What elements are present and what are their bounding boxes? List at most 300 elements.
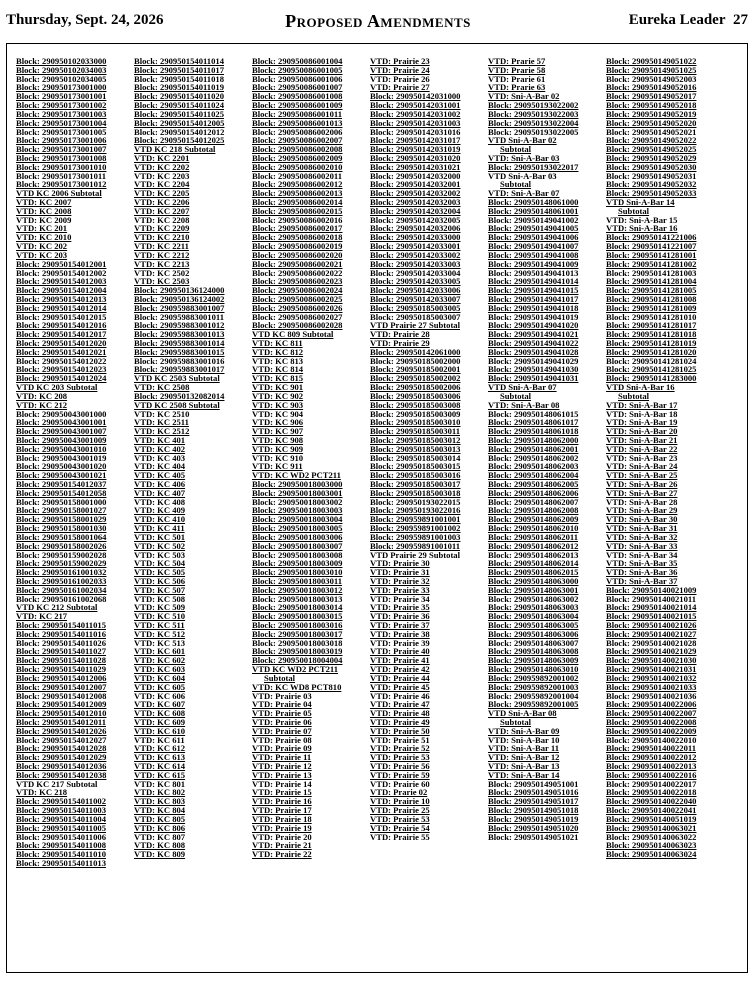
district-entry: Block: 290959883001015 xyxy=(134,347,225,357)
district-entry: Block: 290950149041017 xyxy=(488,294,579,304)
district-entry: Block: 290950148062013 xyxy=(488,550,579,560)
district-entry: VTD: Prairie 05 xyxy=(252,709,312,718)
district-entry: Block: 290950018003015 xyxy=(252,612,343,621)
district-entry: Block: 290950154012020 xyxy=(16,339,107,348)
district-entry: Block: 290950158001000 xyxy=(16,497,107,507)
district-entry: Block: 290950149041013 xyxy=(488,268,579,278)
district-entry: Block: 290950102034005 xyxy=(16,74,107,84)
district-entry: Block: 290950149052021 xyxy=(606,127,697,137)
district-entry: Block: 290950154011013 xyxy=(16,858,106,868)
district-entry: Block: 290959892001002 xyxy=(488,673,579,683)
district-entry: Block: 290950086002021 xyxy=(252,259,343,269)
district-entry: VTD: KC 811 xyxy=(252,339,303,348)
district-entry: Block: 290950154012026 xyxy=(16,726,107,736)
district-entry: Block: 290950193022016 xyxy=(370,506,461,516)
district-entry: Block: 290950149052018 xyxy=(606,101,697,110)
district-entry: Block: 290950136124000 xyxy=(134,286,225,295)
district-entry: Block: 290950141281019 xyxy=(606,339,697,348)
district-entry: VTD: KC 804 xyxy=(134,806,186,815)
district-entry: Subtotal xyxy=(264,673,296,683)
district-entry: VTD: Prairie 12 xyxy=(252,762,312,771)
district-entry: Block: 290950086002012 xyxy=(252,180,343,190)
district-entry: Block: 290950086002023 xyxy=(252,277,343,287)
district-entry: VTD: KC 812 xyxy=(252,347,304,357)
district-entry: Block: 290950142031020 xyxy=(370,153,461,163)
district-entry: Block: 290950140021027 xyxy=(606,629,697,639)
district-entry: Block: 290950154011002 xyxy=(16,797,106,807)
district-entry: Block: 290950086001009 xyxy=(252,101,343,110)
district-entry: Block: 290950154012027 xyxy=(16,735,107,745)
district-entry: Block: 290950149051018 xyxy=(488,806,579,815)
district-entry: VTD: KC 907 xyxy=(252,427,304,436)
district-entry: VTD: Prairie 26 xyxy=(370,74,430,84)
district-entry: VTD: Prairie 49 xyxy=(370,717,430,727)
district-entry: Block: 290950149052025 xyxy=(606,145,697,154)
district-entry: VTD: KC 610 xyxy=(134,726,186,736)
district-entry: VTD: KC 504 xyxy=(134,559,186,569)
district-entry: Block: 290950193022002 xyxy=(488,101,579,110)
district-entry: Block: 290950018003006 xyxy=(252,532,343,542)
district-entry: Block: 290950142033007 xyxy=(370,294,461,304)
district-entry: Block: 290950159002028 xyxy=(16,550,107,560)
district-entry: VTD: Sni-A-Bar 31 xyxy=(606,524,678,533)
district-entry: Block: 290950158002026 xyxy=(16,541,107,551)
district-entry: VTD: KC 509 xyxy=(134,603,186,613)
district-entry: VTD: KC 904 xyxy=(252,409,304,419)
district-entry: Block: 290950148062011 xyxy=(488,532,578,542)
district-entry: VTD: Prairie 03 xyxy=(252,691,312,701)
district-entry: VTD: Prairie 20 xyxy=(252,832,312,842)
district-entry: VTD: Sni-A-Bar 34 xyxy=(606,550,678,560)
district-entry: Block: 290950148062008 xyxy=(488,506,579,516)
district-entry: VTD: Sni-A-Bar 15 xyxy=(606,215,678,225)
district-entry: Block: 290950086002016 xyxy=(252,215,343,225)
district-entry: Block: 290950148062002 xyxy=(488,453,579,463)
district-entry: VTD: KC 2009 xyxy=(16,215,72,225)
district-entry: VTD KC WD2 PCT211 xyxy=(252,665,339,674)
district-entry: Block: 290950018003017 xyxy=(252,629,343,639)
district-entry: Block: 290950148063003 xyxy=(488,603,579,613)
district-entry: Block: 290950185003010 xyxy=(370,418,461,428)
district-entry: VTD: Sni-A-Bar 35 xyxy=(606,559,678,569)
district-entry: VTD: Prairie 32 xyxy=(370,576,430,586)
district-entry: Block: 290950154012037 xyxy=(16,480,107,489)
district-entry: Block: 290950018003007 xyxy=(252,541,343,551)
district-entry: Block: 290950018003008 xyxy=(252,550,343,560)
district-entry: VTD KC 217 Subtotal xyxy=(16,779,98,789)
district-entry: VTD: KC 2202 xyxy=(134,162,190,172)
district-entry: Block: 290950193022015 xyxy=(370,497,461,507)
district-entry: Block: 290950086002007 xyxy=(252,136,343,146)
district-entry: Block: 290950141281017 xyxy=(606,321,697,331)
district-entry: Block: 290950158001027 xyxy=(16,506,107,516)
district-entry: VTD: KC WD8 PCT810 xyxy=(252,682,342,692)
district-entry: Block: 290950148063005 xyxy=(488,621,579,630)
district-entry: VTD: Sni-A-Bar 12 xyxy=(488,753,560,762)
district-entry: Block: 290950140022040 xyxy=(606,797,697,807)
district-entry: VTD: KC 2212 xyxy=(134,250,190,260)
district-entry: Block: 290950142031001 xyxy=(370,101,461,110)
district-entry: VTD: KC 2008 xyxy=(16,206,72,216)
district-entry: Block: 290950154012017 xyxy=(16,330,107,339)
column-3 xyxy=(252,57,370,859)
district-entry: VTD: Prairie 46 xyxy=(370,691,430,701)
district-entry: Block: 290950148063007 xyxy=(488,638,579,648)
district-entry: VTD: Prairie 60 xyxy=(370,779,430,789)
district-entry: Block: 290950141281004 xyxy=(606,277,697,287)
district-entry: Block: 290950140022009 xyxy=(606,726,697,736)
district-entry: Block: 290950149041019 xyxy=(488,312,579,322)
district-entry: Block: 290950185002000 xyxy=(370,356,461,366)
district-entry: Block: 290950142033000 xyxy=(370,233,461,243)
district-entry: Block: 290959892001005 xyxy=(488,700,579,710)
district-entry: Block: 290950173001011 xyxy=(16,171,106,181)
district-entry: Block: 290950140063021 xyxy=(606,823,697,833)
district-entry: VTD: Sni-A-Bar 13 xyxy=(488,762,560,771)
district-entry: VTD: Prairie 48 xyxy=(370,709,430,718)
district-entry: Block: 290950149041009 xyxy=(488,259,579,269)
district-entry: VTD Sni-A-Bar 03 xyxy=(488,171,557,181)
district-entry: VTD: KC 601 xyxy=(134,647,186,657)
district-entry: Block: 290950149051016 xyxy=(488,788,579,798)
masthead-page xyxy=(629,12,748,29)
district-entry: Block: 290950043001007 xyxy=(16,427,107,436)
district-entry: Block: 290950173001000 xyxy=(16,83,107,93)
district-entry: VTD: Prarie 63 xyxy=(488,83,546,93)
column-5 xyxy=(488,57,606,841)
district-entry: Block: 290950148061000 xyxy=(488,198,579,207)
district-entry: VTD: KC 218 xyxy=(16,788,68,798)
district-entry: Block: 290950148063000 xyxy=(488,576,579,586)
district-entry: VTD KC 212 Subtotal xyxy=(16,603,98,613)
district-entry: Block: 290950141281024 xyxy=(606,356,697,366)
district-entry: VTD: KC 911 xyxy=(252,462,303,472)
district-entry: VTD: Prairie 52 xyxy=(370,744,430,754)
district-entry: Block: 290950086002009 xyxy=(252,153,343,163)
district-entry: Block: 290950140022011 xyxy=(606,744,696,754)
district-entry: Block: 290950140021030 xyxy=(606,656,697,666)
district-entry: Block: 290950161002034 xyxy=(16,585,107,595)
district-entry: Block: 290950140021029 xyxy=(606,647,697,657)
district-entry: Block: 290950102034003 xyxy=(16,65,107,75)
district-entry: VTD: KC 906 xyxy=(252,418,304,428)
district-entry: VTD: Prairie 23 xyxy=(370,57,430,66)
district-entry: VTD Sni-A-Bar 07 xyxy=(488,383,557,392)
district-entry: VTD: Sni-A-Bar 17 xyxy=(606,400,678,410)
district-entry: VTD KC 2508 Subtotal xyxy=(134,400,220,410)
district-entry: Subtotal xyxy=(500,717,532,727)
district-entry: Block: 290950140022007 xyxy=(606,709,697,718)
issue-date: Thursday, Sept. 24, 2026 xyxy=(6,12,164,28)
district-entry: VTD: Sni-A-Bar 10 xyxy=(488,735,560,745)
district-entry: Subtotal xyxy=(500,391,532,401)
district-entry: Block: 290950142032000 xyxy=(370,171,461,181)
district-entry: Block: 290959883001013 xyxy=(134,330,225,339)
district-entry: Block: 290950185003016 xyxy=(370,471,461,480)
district-entry: VTD: KC 2007 xyxy=(16,198,72,207)
district-entry: Block: 290950185003008 xyxy=(370,400,461,410)
column-6 xyxy=(606,57,724,859)
district-entry: VTD KC 2006 Subtotal xyxy=(16,189,102,198)
district-entry: Block: 290950086001005 xyxy=(252,65,343,75)
district-entry: Block: 290950154011010 xyxy=(16,850,106,859)
district-entry: Block: 290950185002006 xyxy=(370,383,461,392)
district-entry: Block: 290950018003004 xyxy=(252,515,343,525)
district-entry: Block: 290950142032001 xyxy=(370,180,461,190)
district-entry: Block: 290950043001010 xyxy=(16,444,107,454)
district-entry: VTD: KC WD2 PCT211 xyxy=(252,471,341,480)
district-entry: Block: 290950086002010 xyxy=(252,162,343,172)
district-entry: VTD: KC 405 xyxy=(134,471,186,480)
district-entry: Block: 290950148061001 xyxy=(488,206,579,216)
district-entry: Block: 290950149051020 xyxy=(488,823,579,833)
district-entry: VTD: KC 809 xyxy=(134,850,186,859)
district-entry: Block: 290950142031019 xyxy=(370,145,461,154)
district-entry: Block: 290950086001008 xyxy=(252,92,343,102)
district-entry: Block: 290950142032004 xyxy=(370,206,461,216)
district-entry: Block: 290950043001021 xyxy=(16,471,107,480)
district-entry: Subtotal xyxy=(618,391,650,401)
district-entry: VTD: KC 2207 xyxy=(134,206,190,216)
district-entry: Block: 290959891001003 xyxy=(370,532,461,542)
district-entry: VTD: KC 813 xyxy=(252,356,304,366)
district-entry: VTD: KC 801 xyxy=(134,779,186,789)
district-entry: Block: 290950148062012 xyxy=(488,541,579,551)
district-entry: Block: 290950136124002 xyxy=(134,294,225,304)
district-entry: VTD: KC 403 xyxy=(134,453,186,463)
district-entry: VTD: KC 604 xyxy=(134,673,186,683)
district-entry: Block: 290950140021032 xyxy=(606,673,697,683)
district-entry: Block: 290950158001064 xyxy=(16,532,107,542)
district-entry: VTD: KC 612 xyxy=(134,744,186,754)
district-entry: VTD: Prairie 59 xyxy=(370,770,430,780)
district-entry: Subtotal xyxy=(500,145,532,154)
district-entry: Block: 290950043001020 xyxy=(16,462,107,472)
page-header xyxy=(0,0,756,40)
district-entry: VTD: Prairie 19 xyxy=(252,823,312,833)
district-entry: Block: 290959883001016 xyxy=(134,356,225,366)
district-entry: Block: 290950086001004 xyxy=(252,57,343,66)
district-entry: Block: 290950154012010 xyxy=(16,709,107,718)
district-entry: VTD: Prairie 51 xyxy=(370,735,430,745)
district-entry: Block: 290950149041007 xyxy=(488,242,579,251)
district-entry: Block: 290950043001000 xyxy=(16,409,107,419)
district-entry: Block: 290959883001007 xyxy=(134,303,225,313)
district-entry: Block: 290950149052031 xyxy=(606,171,697,181)
district-entry: VTD: KC 513 xyxy=(134,638,186,648)
district-entry: Block: 290950149041018 xyxy=(488,303,579,313)
district-entry: Block: 290950142031002 xyxy=(370,109,461,119)
district-entry: Block: 290950154012011 xyxy=(16,717,106,727)
district-entry: Block: 290950018003000 xyxy=(252,480,343,489)
district-entry: VTD: KC 2201 xyxy=(134,153,190,163)
district-entry: Block: 290950173001001 xyxy=(16,92,107,102)
district-entry: Block: 290950086002026 xyxy=(252,303,343,313)
district-entry: VTD KC 809 Subtotal xyxy=(252,330,334,339)
district-entry: VTD: KC 508 xyxy=(134,594,186,604)
district-entry: Block: 290950193022017 xyxy=(488,162,579,172)
district-entry: Block: 290950018003019 xyxy=(252,647,343,657)
district-entry: Block: 290950142033006 xyxy=(370,286,461,295)
district-entry: VTD: KC 608 xyxy=(134,709,186,718)
district-entry: VTD Sni-A-Bar 16 xyxy=(606,383,675,392)
district-entry: Block: 290950185003017 xyxy=(370,480,461,489)
district-entry: VTD: Prairie 22 xyxy=(252,850,312,859)
district-entry: VTD: Prairie 53 xyxy=(370,753,430,762)
district-entry: Block: 290950154012016 xyxy=(16,321,107,331)
district-entry: VTD: Prarie 02 xyxy=(370,788,428,798)
district-entry: VTD: KC 2010 xyxy=(16,233,72,243)
district-entry: VTD: KC 805 xyxy=(134,814,186,824)
district-entry: Block: 290950149041022 xyxy=(488,339,579,348)
district-entry: Block: 290950148062006 xyxy=(488,488,579,498)
district-entry: Block: 290950086002019 xyxy=(252,242,343,251)
district-entry: VTD Prairie 27 Subtotal xyxy=(370,321,460,331)
district-entry: VTD: Prairie 11 xyxy=(252,753,312,762)
district-entry: Block: 290950185003005 xyxy=(370,303,461,313)
district-entry: Block: 290950185003014 xyxy=(370,453,461,463)
district-entry: Block: 290950185003007 xyxy=(370,312,461,322)
district-entry: VTD: Sni-A-Bar 11 xyxy=(488,744,559,754)
district-entry: VTD: Sni-A-Bar 30 xyxy=(606,515,678,525)
district-entry: VTD: Prairie 39 xyxy=(370,638,430,648)
district-entry: Block: 290950149041031 xyxy=(488,374,579,384)
page-title: Proposed Amendments xyxy=(285,11,471,31)
district-entry: Block: 290950140021033 xyxy=(606,682,697,692)
district-entry: Block: 290950149041015 xyxy=(488,286,579,295)
district-entry: Block: 290959891001002 xyxy=(370,524,461,533)
district-entry: VTD: KC 803 xyxy=(134,797,186,807)
district-entry: VTD: Prairie 53 xyxy=(370,814,430,824)
district-entry: Block: 290959883001014 xyxy=(134,339,225,348)
district-entry: Block: 290950148063001 xyxy=(488,585,579,595)
district-entry: Block: 290950142031017 xyxy=(370,136,461,146)
district-entry: Block: 290950154012006 xyxy=(16,673,107,683)
column-4 xyxy=(370,57,488,841)
district-entry: VTD: KC 401 xyxy=(134,435,186,445)
district-entry: VTD: KC 615 xyxy=(134,770,186,780)
district-entry: VTD: Prarie 57 xyxy=(488,57,546,66)
district-entry: Block: 290950154012014 xyxy=(16,303,107,313)
district-entry: VTD: Prairie 18 xyxy=(252,814,312,824)
district-entry: Block: 290950140051019 xyxy=(606,814,697,824)
district-entry: Block: 290950018003018 xyxy=(252,638,343,648)
district-entry: Block: 290950148062000 xyxy=(488,435,579,445)
district-entry: VTD: Prarie 61 xyxy=(488,74,546,84)
district-entry: Block: 290950154012024 xyxy=(16,374,107,384)
district-entry: VTD Sni-A-Bar 08 xyxy=(488,709,557,718)
district-entry: Block: 290950154012008 xyxy=(16,691,107,701)
district-entry: Block: 290950140063023 xyxy=(606,841,697,851)
district-entry: Block: 290950148063010 xyxy=(488,665,579,674)
district-entry: VTD: Prairie 45 xyxy=(370,682,430,692)
district-entry: VTD: KC 815 xyxy=(252,374,304,384)
district-entry: Block: 290950154012001 xyxy=(16,259,107,269)
district-entry: Block: 290950154011008 xyxy=(16,841,106,851)
district-entry: Block: 290950158001030 xyxy=(16,524,107,533)
district-entry: Block: 290950141281008 xyxy=(606,294,697,304)
district-entry: Block: 290950149051021 xyxy=(488,832,579,842)
district-entry: VTD: Prairie 54 xyxy=(370,823,430,833)
district-entry: VTD: KC 614 xyxy=(134,762,186,771)
district-entry: VTD: Sni-A-Bar 02 xyxy=(488,92,560,102)
district-entry: Block: 290950154012007 xyxy=(16,682,107,692)
district-entry: Block: 290950185003015 xyxy=(370,462,461,472)
district-entry: Block: 290950154012036 xyxy=(16,762,107,771)
district-entry: Block: 290950154012003 xyxy=(16,277,107,287)
district-entry: Block: 290950140021011 xyxy=(606,594,696,604)
district-entry: Block: 290950154011025 xyxy=(134,109,224,119)
district-entry: VTD KC 2503 Subtotal xyxy=(134,374,220,384)
district-entry: Block: 290950142032003 xyxy=(370,198,461,207)
district-entry: Block: 290959891001001 xyxy=(370,515,461,525)
district-entry: Block: 290950142033002 xyxy=(370,250,461,260)
district-entry: VTD: Prairie 33 xyxy=(370,585,430,595)
district-entry: Block: 290950185003009 xyxy=(370,409,461,419)
district-entry: VTD: Prairie 31 xyxy=(370,568,430,577)
district-entry: Block: 290950173001010 xyxy=(16,162,107,172)
district-entry: Block: 290950154011024 xyxy=(134,101,224,110)
district-entry: Block: 290950173001007 xyxy=(16,145,107,154)
district-entry: VTD: KC 507 xyxy=(134,585,186,595)
district-entry: Block: 290950154012002 xyxy=(16,268,107,278)
district-entry: Block: 290950154011029 xyxy=(16,665,106,674)
district-entry: Block: 290950141221006 xyxy=(606,233,697,243)
district-entry: VTD: KC 203 xyxy=(16,250,68,260)
district-entry: Block: 290950154012005 xyxy=(134,118,225,128)
district-entry: Block: 290950154012012 xyxy=(134,127,225,137)
district-entry: VTD: Prairie 14 xyxy=(252,779,312,789)
district-entry: Block: 290950142031021 xyxy=(370,162,461,172)
district-entry: Block: 290950173001005 xyxy=(16,127,107,137)
district-entry: Block: 290950148063008 xyxy=(488,647,579,657)
district-entry: VTD: KC 410 xyxy=(134,515,186,525)
district-entry: VTD: Prairie 30 xyxy=(370,559,430,569)
district-entry: Block: 290950086002024 xyxy=(252,286,343,295)
district-entry: VTD: Prairie 17 xyxy=(252,806,312,815)
district-entry: Block: 290950086002008 xyxy=(252,145,343,154)
district-entry: VTD: KC 411 xyxy=(134,524,185,533)
district-entry: Block: 290950142031016 xyxy=(370,127,461,137)
district-entry: Block: 290950140021028 xyxy=(606,638,697,648)
district-entry: Block: 290950140022010 xyxy=(606,735,697,745)
district-entry: VTD: KC 609 xyxy=(134,717,186,727)
district-entry: VTD: KC 2512 xyxy=(134,427,190,436)
district-entry: Block: 290950140063022 xyxy=(606,832,697,842)
district-entry: VTD: KC 2203 xyxy=(134,171,190,181)
district-entry: Block: 290950185003006 xyxy=(370,391,461,401)
district-entry: Block: 290950154011015 xyxy=(16,621,106,630)
district-entry: VTD: Prairie 44 xyxy=(370,673,430,683)
district-entry: Block: 290950086001011 xyxy=(252,109,342,119)
district-entry: VTD: KC 902 xyxy=(252,391,304,401)
district-entry: Block: 290950154011005 xyxy=(16,823,106,833)
district-entry: VTD: Sni-A-Bar 33 xyxy=(606,541,678,551)
district-entry: VTD: Prairie 28 xyxy=(370,330,430,339)
district-entry: Block: 290950161001032 xyxy=(16,568,107,577)
district-entry: Block: 290950154011026 xyxy=(16,638,106,648)
district-entry: VTD: KC 2213 xyxy=(134,259,190,269)
district-entry: VTD: Prairie 13 xyxy=(252,770,312,780)
district-entry: VTD: KC 2204 xyxy=(134,180,190,190)
district-entry: VTD: KC 607 xyxy=(134,700,186,710)
district-entry: VTD: Sni-A-Bar 24 xyxy=(606,462,678,472)
district-entry: Block: 290950149051017 xyxy=(488,797,579,807)
district-entry: Block: 290950148062001 xyxy=(488,444,579,454)
district-entry: VTD: Prairie 35 xyxy=(370,603,430,613)
district-entry: Block: 290950148061018 xyxy=(488,427,579,436)
district-entry: Block: 290950140022006 xyxy=(606,700,697,710)
